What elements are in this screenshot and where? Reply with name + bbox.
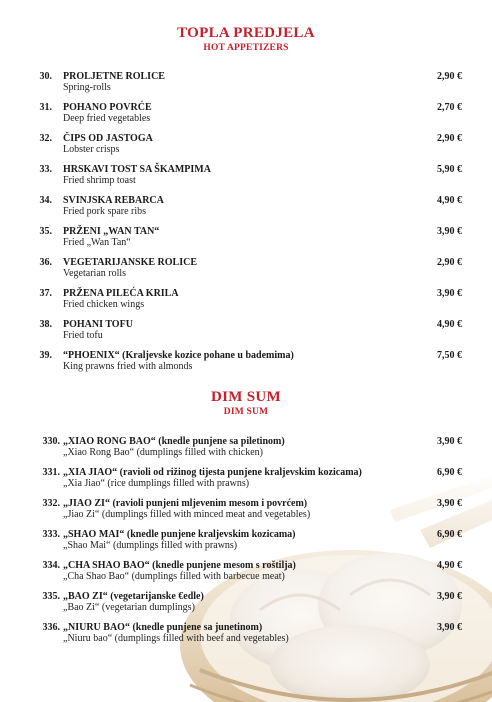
item-price: 4,90 € [437, 195, 462, 206]
menu-item [0, 102, 492, 130]
item-price: 2,90 € [437, 133, 462, 144]
item-translation: „Jiao Zi“ (dumplings filled with minced meat and vegetables) [63, 509, 311, 520]
item-name: HRSKAVI TOST SA ŠKAMPIMA [63, 164, 211, 175]
item-translation: Fried shrimp toast [63, 175, 136, 186]
item-number: 330. [42, 436, 60, 447]
item-translation: „Xiao Rong Bao“ (dumplings filled with chicken) [63, 447, 263, 458]
item-name: PROLJETNE ROLICE [63, 71, 165, 82]
item-price: 3,90 € [437, 436, 462, 447]
item-price: 3,90 € [437, 226, 462, 237]
item-name: POHANI TOFU [63, 319, 133, 330]
menu-item [0, 226, 492, 254]
item-number: 332. [42, 498, 60, 509]
item-number: 331. [42, 467, 60, 478]
item-translation: Fried „Wan Tan“ [63, 237, 131, 248]
item-name: „XIA JIAO“ (ravioli od rižinog tijesta punjene kraljevskim kozicama) [63, 467, 362, 478]
item-translation: Fried tofu [63, 330, 103, 341]
item-number: 35. [39, 226, 52, 237]
menu-item [0, 71, 492, 99]
item-price: 4,90 € [437, 560, 462, 571]
section-subtitle: DIM SUM [223, 407, 269, 417]
section-subtitle: HOT APPETIZERS [203, 43, 289, 53]
hot-appetizers-section [0, 25, 492, 54]
item-name: POHANO POVRĆE [63, 102, 152, 113]
menu-item [0, 350, 492, 378]
item-translation: „Bao Zi“ (vegetarian dumplings) [63, 602, 195, 613]
item-number: 32. [39, 133, 52, 144]
item-translation: Vegetarian rolls [63, 268, 127, 279]
menu-item [0, 498, 492, 526]
item-translation: „Cha Shao Bao“ (dumplings filled with barbecue meat) [63, 571, 285, 582]
item-name: „SHAO MAI“ (knedle punjene kraljevskim kozicama) [63, 529, 296, 540]
item-translation: Lobster crisps [63, 144, 120, 155]
item-number: 333. [42, 529, 60, 540]
menu-item [0, 257, 492, 285]
item-translation: Fried pork spare ribs [63, 206, 147, 217]
item-name: PRŽENA PILEĆA KRILA [63, 288, 179, 299]
item-translation: Spring-rolls [63, 82, 111, 93]
item-price: 6,90 € [437, 467, 462, 478]
dim-sum-section [0, 389, 492, 418]
item-name: „CHA SHAO BAO“ (knedle punjene mesom s roštilja) [63, 560, 296, 571]
item-number: 30. [39, 71, 52, 82]
item-price: 3,90 € [437, 622, 462, 633]
menu-item [0, 436, 492, 464]
item-price: 2,70 € [437, 102, 462, 113]
section-title: DIM SUM [210, 389, 281, 405]
item-translation: Deep fried vegetables [63, 113, 151, 124]
item-translation: „Niuru bao“ (dumplings filled with beef and vegetables) [63, 633, 289, 644]
item-price: 5,90 € [437, 164, 462, 175]
menu-item [0, 164, 492, 192]
item-number: 334. [42, 560, 60, 571]
item-name: „JIAO ZI“ (ravioli punjeni mljevenim mesom i povrćem) [63, 498, 308, 509]
item-price: 3,90 € [437, 288, 462, 299]
item-name: „NIURU BAO“ (knedle punjene sa junetinom) [63, 622, 263, 633]
item-name: SVINJSKA REBARCA [63, 195, 164, 206]
menu-item [0, 622, 492, 650]
menu-item [0, 529, 492, 557]
item-name: „XIAO RONG BAO“ (knedle punjene sa piletinom) [63, 436, 285, 447]
item-number: 38. [39, 319, 52, 330]
menu-item [0, 195, 492, 223]
item-price: 6,90 € [437, 529, 462, 540]
item-number: 336. [42, 622, 60, 633]
item-name: „BAO ZI“ (vegetarijanske €edle) [63, 591, 204, 602]
item-name: VEGETARIJANSKE ROLICE [63, 257, 198, 268]
item-translation: „Shao Mai“ (dumplings filled with prawns) [63, 540, 238, 551]
item-number: 33. [39, 164, 52, 175]
item-number: 335. [42, 591, 60, 602]
menu-item [0, 560, 492, 588]
item-number: 36. [39, 257, 52, 268]
item-name: “PHOENIX“ (Kraljevske kozice pohane u bademima) [63, 350, 294, 361]
item-price: 2,90 € [437, 257, 462, 268]
item-name: ČIPS OD JASTOGA [63, 133, 153, 144]
menu-item [0, 288, 492, 316]
item-number: 34. [39, 195, 52, 206]
menu-item [0, 591, 492, 619]
item-translation: „Xia Jiao“ (rice dumplings filled with prawns) [63, 478, 250, 489]
item-number: 37. [39, 288, 52, 299]
item-translation: King prawns fried with almonds [63, 361, 193, 372]
item-price: 4,90 € [437, 319, 462, 330]
item-name: PRŽENI „WAN TAN“ [63, 226, 160, 237]
item-number: 39. [39, 350, 52, 361]
section-title: TOPLA PREDJELA [177, 25, 315, 41]
item-translation: Fried chicken wings [63, 299, 145, 310]
menu-item [0, 319, 492, 347]
menu-item [0, 133, 492, 161]
item-price: 3,90 € [437, 498, 462, 509]
item-number: 31. [39, 102, 52, 113]
item-price: 2,90 € [437, 71, 462, 82]
menu-item [0, 467, 492, 495]
item-price: 7,50 € [437, 350, 462, 361]
item-price: 3,90 € [437, 591, 462, 602]
